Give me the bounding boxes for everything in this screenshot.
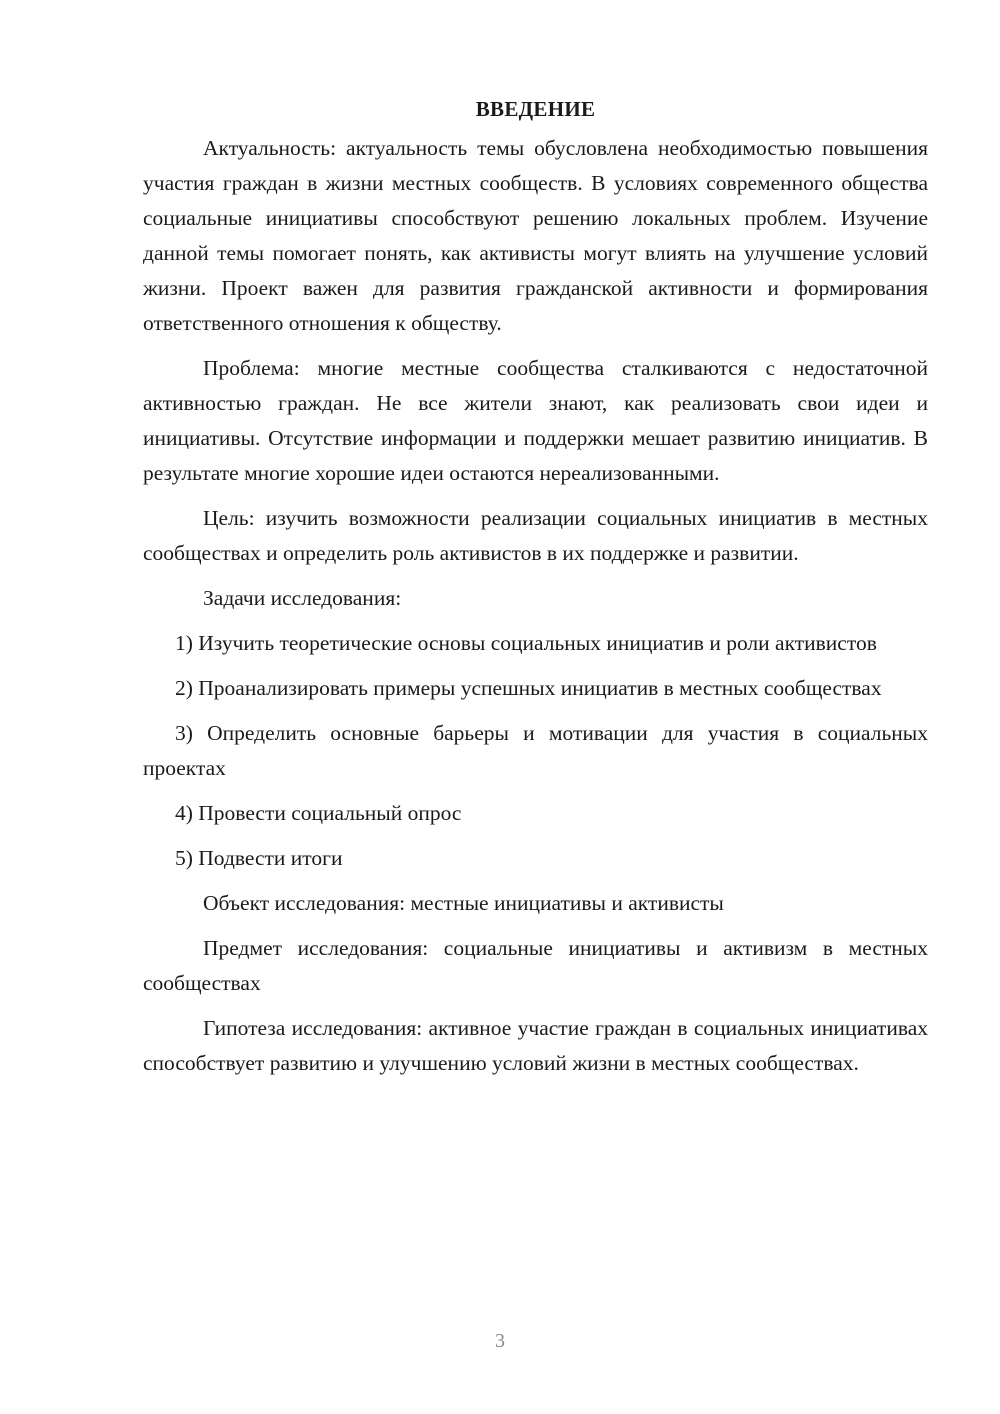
page-title: ВВЕДЕНИЕ — [475, 97, 596, 121]
paragraph-subject: Предмет исследования: социальные инициативы и активизм в местных сообществах — [143, 936, 928, 995]
paragraph-problem: Проблема: многие местные сообщества сталкиваются с недостаточной активностью граждан. Не все жители знают, как реализовать свои идеи и инициативы. Отсутствие информации и поддержки мешает развитию инициатив. В результате многие хорошие идеи остаются нереализованными. — [143, 356, 928, 485]
list-item: 1) Изучить теоретические основы социальных инициатив и роли активистов — [175, 631, 877, 655]
paragraph-hypothesis: Гипотеза исследования: активное участие граждан в социальных инициативах способствует развитию и улучшению условий жизни в местных сообществах. — [143, 1016, 928, 1075]
list-item: 2) Проанализировать примеры успешных инициатив в местных сообществах — [175, 676, 882, 700]
paragraph-object: Объект исследования: местные инициативы и активисты — [203, 891, 724, 915]
list-item: 3) Определить основные барьеры и мотивации для участия в социальных проектах — [143, 721, 928, 780]
paragraph-relevance: Актуальность: актуальность темы обусловлена необходимостью повышения участия граждан в жизни местных сообществ. В условиях современного общества социальные инициативы способствуют решению локальных проблем. Изучение данной темы помогает понять, как активисты могут влиять на улучшение условий жизни. Проект важен для развития гражданской активности и формирования ответственного отношения к обществу. — [143, 136, 928, 335]
document-page — [143, 92, 928, 1091]
list-item: 5) Подвести итоги — [175, 846, 343, 870]
page-number: 3 — [495, 1330, 505, 1352]
task-list — [143, 626, 928, 876]
tasks-heading: Задачи исследования: — [203, 586, 402, 610]
list-item: 4) Провести социальный опрос — [175, 801, 462, 825]
paragraph-goal: Цель: изучить возможности реализации социальных инициатив в местных сообществах и определить роль активистов в их поддержке и развитии. — [143, 506, 928, 565]
